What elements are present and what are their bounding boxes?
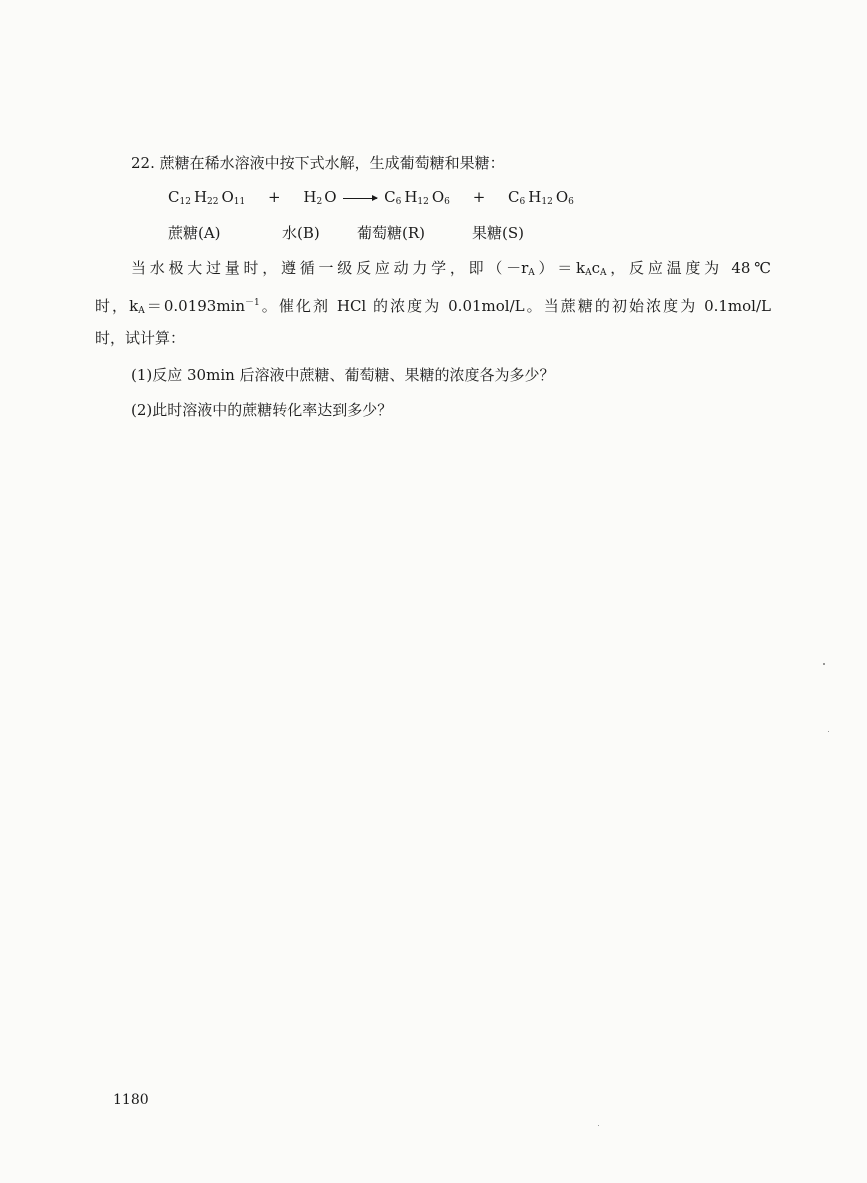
reaction-arrow-icon bbox=[343, 198, 377, 199]
problem-text-line2: 时，$k_A=0.0193\min^{-1}$。催化剂 HCl 的浓度为 0.01mol/L。当蔗糖的初始浓度为 0.1mol/L bbox=[95, 297, 771, 316]
scan-speck bbox=[598, 1125, 599, 1126]
scan-speck bbox=[828, 731, 829, 732]
species-label-fructose: 果糖(S) bbox=[472, 224, 524, 242]
plus-sign: + bbox=[268, 188, 281, 206]
scan-speck bbox=[823, 663, 825, 665]
species-label-water: 水(B) bbox=[282, 224, 320, 242]
problem-text-line3: 时，试计算： bbox=[95, 329, 186, 347]
water-formula: $H_2$ O bbox=[303, 188, 337, 207]
problem-number: 22. bbox=[131, 154, 155, 172]
reaction-equation bbox=[168, 187, 574, 212]
plus-sign: + bbox=[472, 188, 486, 206]
problem-intro: 蔗糖在稀水溶液中按下式水解，生成葡萄糖和果糖： bbox=[159, 154, 505, 172]
question-2: (2)此时溶液中的蔗糖转化率达到多少？ bbox=[131, 401, 393, 419]
species-label-glucose: 葡萄糖(R) bbox=[357, 224, 425, 242]
problem-text-line1: 当水极大过量时，遵循一级反应动力学，即$(-r_A)=k_Ac_A$，反应温度为 48℃ bbox=[131, 259, 771, 278]
glucose-formula: $C_6$ $H_{12}$ $O_6$ bbox=[384, 188, 450, 207]
species-label-sucrose: 蔗糖(A) bbox=[168, 224, 221, 242]
sucrose-formula: $C_{12}$ $H_{22}$ $O_{11}$ bbox=[168, 188, 246, 207]
question-1: (1)反应 30min 后溶液中蔗糖、葡萄糖、果糖的浓度各为多少？ bbox=[131, 366, 555, 384]
page-number: 1180 bbox=[113, 1092, 149, 1108]
problem-intro-line bbox=[131, 153, 505, 173]
fructose-formula: $C_6$ $H_{12}$ $O_6$ bbox=[508, 188, 574, 207]
